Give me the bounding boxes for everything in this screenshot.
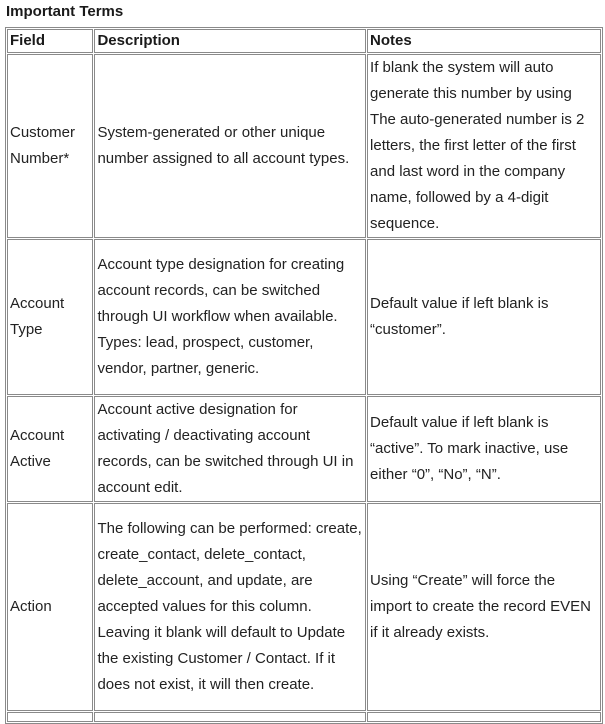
cell-description: Account active designation for activating / deactivating account records, can be switched through UI in account edit. <box>94 396 366 502</box>
cell-field: Customer Number* <box>7 54 93 238</box>
cell-field: Action <box>7 503 93 711</box>
section-title: Important Terms <box>6 3 124 20</box>
column-header-notes: Notes <box>367 29 601 53</box>
cell-notes: If blank the system will auto generate this number by using The auto-generated number is 2 letters, the first letter of the first and last word in the company name, followed by a 4-digit sequence. <box>367 54 601 238</box>
cell-notes: Default value if left blank is “customer”. <box>367 239 601 395</box>
cell-description: Account type designation for creating account records, can be switched through UI workflow when available. Types: lead, prospect, customer, vendor, partner, generic. <box>94 239 366 395</box>
table-row <box>7 239 601 395</box>
column-header-field: Field <box>7 29 93 53</box>
cell-notes: Default value if left blank is “active”. To mark inactive, use either “0”, “No”, “N”. <box>367 396 601 502</box>
table-row <box>7 396 601 502</box>
column-header-description: Description <box>94 29 366 53</box>
cell-description: The following can be performed: create, create_contact, delete_contact, delete_account, and update, are accepted values for this column. Leaving it blank will default to Update the existing Customer / Contact. If it does not exist, it will then create. <box>94 503 366 711</box>
cell-field: Account Type <box>7 239 93 395</box>
table-header-row <box>7 29 601 53</box>
cell-notes: Using “Create” will force the import to create the record EVEN if it already exists. <box>367 503 601 711</box>
cell-field: Account Active <box>7 396 93 502</box>
table-row <box>7 54 601 238</box>
cell-description: System-generated or other unique number assigned to all account types. <box>94 54 366 238</box>
table-row <box>7 503 601 711</box>
important-terms-table <box>5 27 603 724</box>
